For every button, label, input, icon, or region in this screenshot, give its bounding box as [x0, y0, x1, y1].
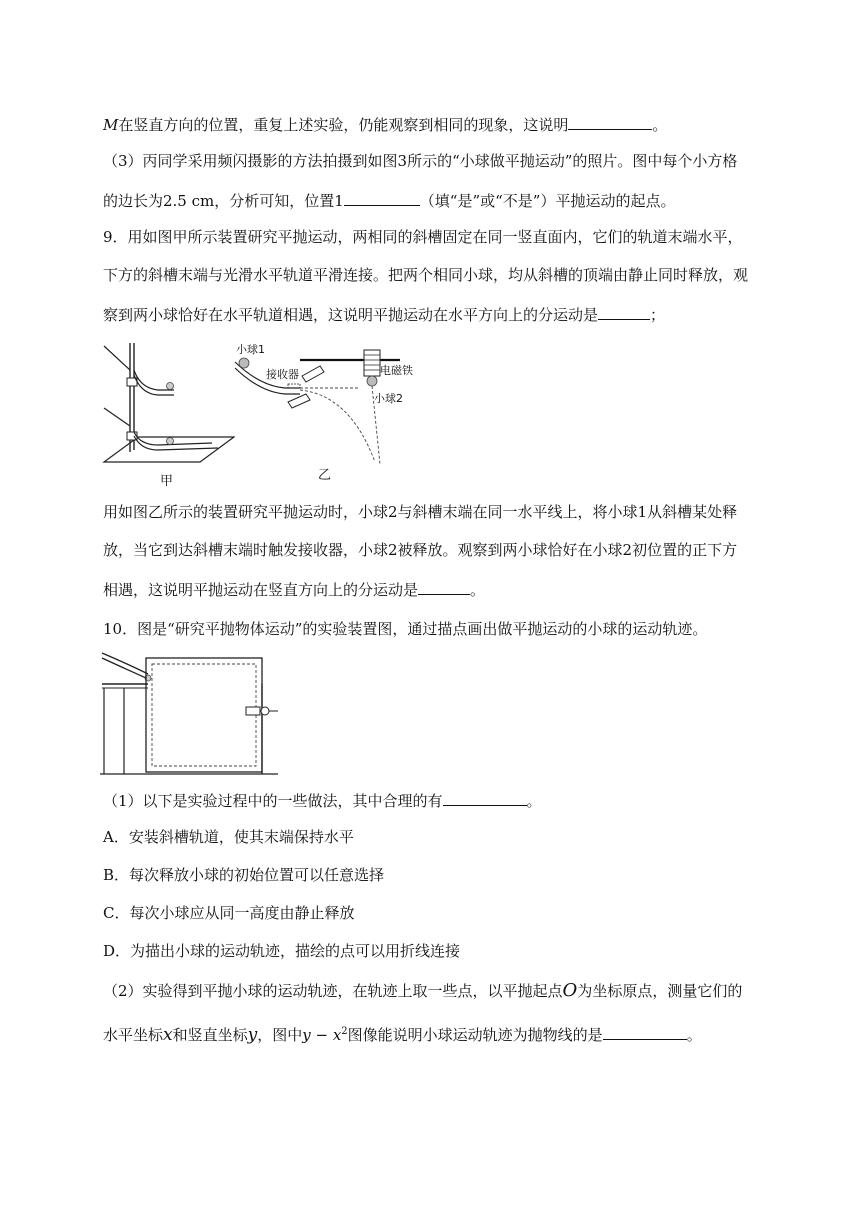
option-a: A．安装斜槽轨道，使其末端保持水平 [103, 828, 354, 846]
answer-blank[interactable] [344, 189, 420, 206]
figure-yi-apparatus [230, 340, 430, 470]
question-9-line-1: 9．用如图甲所示装置研究平抛运动，两相同的斜槽固定在同一竖直面内，它们的轨道末端水平， [103, 228, 743, 246]
question-9-line-3: 察到两小球恰好在水平轨道相遇，这说明平抛运动在水平方向上的分运动是 ； [103, 303, 665, 325]
label-receiver: 接收器 [266, 368, 299, 381]
question-9-line-2: 下方的斜槽末端与光滑水平轨道平滑连接。把两个相同小球，均从斜槽的顶端由静止同时释放，观 [103, 266, 749, 284]
label-magnet: 电磁铁 [380, 364, 413, 377]
option-d: D．为描出小球的运动轨迹，描绘的点可以用折线连接 [103, 942, 461, 960]
label-ball2: 小球2 [374, 392, 403, 405]
question-10-title: 10．图是“研究平抛物体运动”的实验装置图，通过描点画出做平抛运动的小球的运动轨迹。 [103, 620, 708, 638]
caption-yi: 乙 [318, 468, 332, 483]
var-O: O [562, 980, 578, 1001]
option-c: C．每次小球应从同一高度由静止释放 [103, 904, 355, 922]
question-10-part-2-line-1: （2）实验得到平抛小球的运动轨迹，在轨迹上取一些点，以平抛起点O为坐标原点，测量它们的 [103, 980, 743, 1001]
figure-jia-apparatus [100, 340, 235, 470]
question-9-line-5: 放，当它到达斜槽末端时触发接收器，小球2被释放。观察到两小球恰好在小球2初位置的正下方 [103, 541, 738, 559]
figure-q10-apparatus [100, 648, 280, 778]
label-ball1: 小球1 [236, 343, 265, 356]
question-10-part-1: （1）以下是实验过程中的一些做法，其中合理的有 。 [103, 789, 542, 811]
answer-blank[interactable] [418, 578, 470, 595]
text-line-2: （3）丙同学采用频闪摄影的方法拍摄到如图3所示的“小球做平抛运动”的照片。图中每个小方格 [103, 152, 738, 170]
caption-jia: 甲 [160, 474, 174, 489]
text-line-3: 的边长为2.5 cm，分析可知，位置1 （填“是”或“不是”）平抛运动的起点。 [103, 189, 675, 211]
var-x: x [163, 1025, 173, 1045]
question-9-line-6: 相遇，这说明平抛运动在竖直方向上的分运动是 。 [103, 578, 485, 600]
answer-blank[interactable] [568, 113, 652, 130]
option-b: B．每次释放小球的初始位置可以任意选择 [103, 866, 385, 884]
question-9-line-4: 用如图乙所示的装置研究平抛运动时，小球2与斜槽末端在同一水平线上，将小球1从斜槽某处释 [103, 503, 738, 521]
var-M: M [103, 116, 119, 134]
question-10-part-2-line-2: 水平坐标x和竖直坐标y，图中$y - x^2$图像能说明小球运动轨迹为抛物线的是 。 [103, 1025, 702, 1045]
answer-blank[interactable] [603, 1023, 687, 1040]
text-line-1: M在竖直方向的位置，重复上述实验，仍能观察到相同的现象，这说明 。 [103, 113, 667, 135]
expr-y-minus-x: y − x [302, 1026, 342, 1044]
answer-blank[interactable] [443, 789, 527, 806]
exponent-2: 2 [341, 1026, 348, 1037]
var-y: y [247, 1025, 258, 1045]
answer-blank[interactable] [598, 303, 650, 320]
